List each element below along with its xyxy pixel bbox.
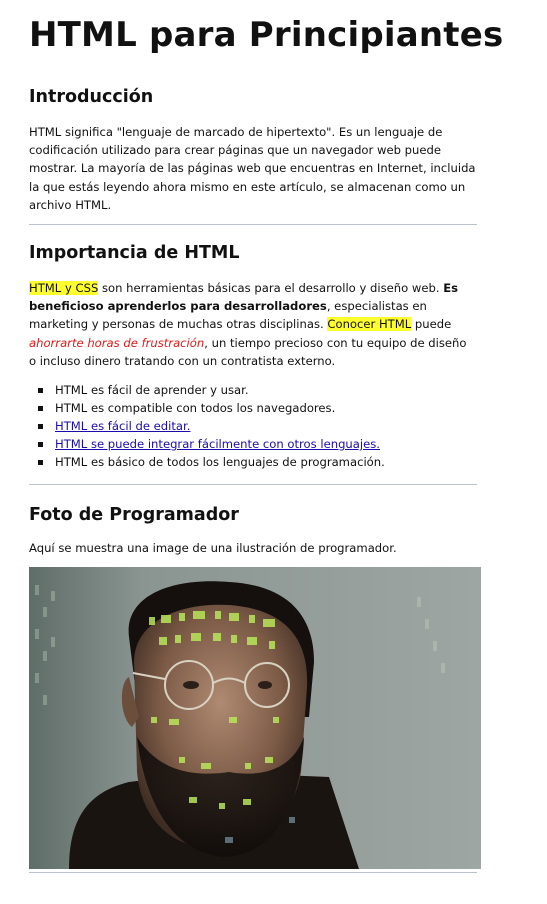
- section-photo: [29, 503, 477, 869]
- divider: [29, 872, 477, 873]
- divider: [29, 484, 477, 485]
- page-content: [0, 10, 504, 873]
- link-easy-to-edit[interactable]: HTML es fácil de editar.: [55, 419, 191, 434]
- text-segment: puede: [411, 317, 452, 332]
- programmer-photo: [29, 567, 481, 869]
- section-introduction: [29, 85, 477, 214]
- importance-heading: Importancia de HTML: [29, 243, 240, 264]
- list-item: HTML es compatible con todos los navegadores.: [55, 399, 477, 417]
- list-item: HTML es básico de todos los lenguajes de programación.: [55, 453, 477, 471]
- highlight-html-css: HTML y CSS: [29, 281, 99, 296]
- introduction-text: HTML significa "lenguaje de marcado de hipertexto". Es un lenguaje de codificación utilizado para crear páginas que un navegador web puede mostrar. La mayoría de las páginas web que encuentras en Internet, incluida la que estás leyendo ahora mismo en este artículo, se almacenan como un archivo HTML.: [29, 125, 476, 212]
- section-importance: [29, 241, 477, 471]
- importance-paragraph: [29, 279, 477, 370]
- text-segment: son herramientas básicas para el desarrollo y diseño web.: [98, 281, 444, 296]
- text-segment: , un tiempo precioso con tu equipo de diseño o incluso dinero tratando con un contratista externo.: [29, 335, 467, 368]
- list-item-link: [55, 417, 477, 435]
- text-segment: , especialistas en marketing y personas de muchas otras disciplinas.: [29, 299, 427, 332]
- photo-heading: Foto de Programador: [29, 505, 239, 526]
- page-title: HTML para Principiantes: [29, 15, 504, 55]
- highlight-conocer-html: Conocer HTML: [327, 317, 412, 332]
- bold-text: Es beneficioso aprenderlos para desarrolladores: [29, 281, 459, 314]
- programmer-illustration: [29, 567, 481, 869]
- benefits-list: [29, 381, 477, 471]
- list-item: HTML es fácil de aprender y usar.: [55, 381, 477, 399]
- link-integrate-languages[interactable]: HTML se puede integrar fácilmente con otros lenguajes.: [55, 437, 380, 452]
- red-italic-text: ahorrarte horas de frustración: [29, 335, 205, 350]
- photo-caption: Aquí se muestra una image de una ilustración de programador.: [29, 541, 397, 556]
- introduction-heading: Introducción: [29, 87, 154, 107]
- list-item-link: [55, 435, 477, 453]
- divider: [29, 224, 477, 225]
